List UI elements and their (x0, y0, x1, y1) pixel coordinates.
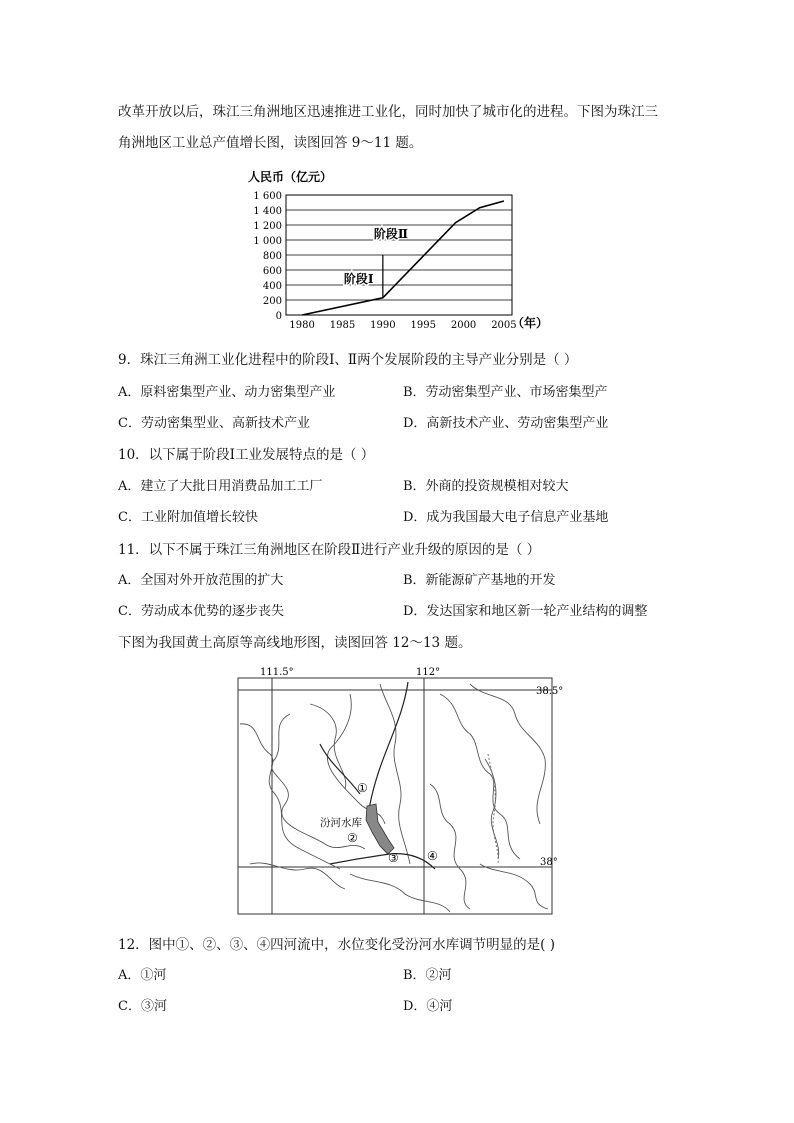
reservoir-label: 汾河水库 (320, 817, 362, 829)
river-label-1: ① (357, 781, 368, 795)
q9-option-b[interactable]: B．劳动密集型产业、市场密集型产 (403, 385, 608, 400)
river-label-2: ② (347, 831, 358, 845)
stage-annotation: 阶段Ⅰ (343, 271, 374, 286)
q11-option-d[interactable]: D．发达国家和地区新一轮产业结构的调整 (403, 604, 648, 619)
y-tick-label: 600 (262, 266, 282, 277)
q12-option-a[interactable]: A．①河 (118, 968, 167, 983)
x-tick-label: 1995 (410, 320, 436, 331)
y-tick-label: 200 (262, 296, 282, 307)
lat-label-38: 38° (540, 857, 558, 868)
x-tick-label: 1985 (329, 320, 356, 331)
dashed-stream (488, 754, 498, 864)
y-tick-label: 1 000 (253, 236, 282, 247)
x-tick-label: 1990 (370, 320, 396, 331)
q9-option-d[interactable]: D．高新技术产业、劳动密集型产业 (403, 416, 609, 431)
map-frame (238, 678, 552, 914)
y-tick-label: 1 400 (253, 206, 282, 217)
series-line-industrial-output (302, 201, 504, 315)
river-label-3: ③ (388, 851, 399, 865)
q11-stem: 11．以下不属于珠江三角洲地区在阶段Ⅱ进行产业升级的原因的是（ ） (118, 542, 541, 558)
q9-stem: 9．珠江三角洲工业化进程中的阶段Ⅰ、Ⅱ两个发展阶段的主导产业分别是（ ） (118, 352, 578, 368)
q11-option-c[interactable]: C．劳动成本优势的逐步丧失 (118, 604, 284, 619)
q12-stem: 12．图中①、②、③、④四河流中，水位变化受汾河水库调节明显的是( ) (118, 937, 556, 953)
q9-option-c[interactable]: C．劳动密集型业、高新技术产业 (118, 416, 310, 431)
river-label-4: ④ (427, 849, 438, 863)
fenhe-reservoir-shape (366, 804, 394, 854)
y-tick-label: 0 (275, 311, 282, 322)
intro-line-1: 改革开放以后，珠江三角洲地区迅速推进工业化，同时加快了城市化的进程。下图为珠江三 (118, 104, 658, 120)
intro-line-2: 角洲地区工业总产值增长图，读图回答 9～11 题。 (118, 135, 423, 151)
q10-option-a[interactable]: A．建立了大批日用消费品加工工厂 (118, 479, 323, 494)
q12-option-c[interactable]: C．③河 (118, 999, 167, 1014)
q12-option-b[interactable]: B．②河 (403, 968, 452, 983)
lon-label-111-5: 111.5° (260, 667, 294, 678)
contour-lines (240, 684, 548, 912)
q10-option-c[interactable]: C．工业附加值增长较快 (118, 510, 258, 525)
q10-option-d[interactable]: D．成为我国最大电子信息产业基地 (403, 510, 609, 525)
x-tick-label: 2005 (491, 320, 517, 331)
q11-option-a[interactable]: A．全国对外开放范围的扩大 (118, 573, 284, 588)
x-tick-label: 2000 (450, 320, 477, 331)
stage-annotation: 阶段Ⅱ (373, 226, 408, 241)
x-tick-label: 1980 (289, 320, 315, 331)
x-axis-label: （年） (512, 316, 549, 330)
y-tick-label: 1 200 (253, 221, 282, 232)
q10-option-b[interactable]: B．外商的投资规模相对较大 (403, 479, 569, 494)
q9-option-a[interactable]: A．原料密集型产业、动力密集型产业 (118, 385, 336, 400)
q10-stem: 10．以下属于阶段Ⅰ工业发展特点的是（ ） (118, 447, 375, 463)
lon-label-112: 112° (416, 667, 441, 678)
y-axis-label: 人民币（亿元） (248, 170, 333, 184)
y-tick-label: 1 600 (253, 191, 282, 202)
intro-2: 下图为我国黄土高原等高线地形图，读图回答 12～13 题。 (118, 635, 472, 651)
y-tick-label: 400 (262, 281, 282, 292)
q11-option-b[interactable]: B．新能源矿产基地的开发 (403, 573, 556, 588)
industrial-output-chart (240, 165, 560, 335)
y-tick-label: 800 (262, 251, 282, 262)
lat-label-38-5: 38.5° (536, 686, 564, 697)
loess-plateau-contour-map (230, 664, 575, 920)
q12-option-d[interactable]: D．④河 (403, 999, 453, 1014)
